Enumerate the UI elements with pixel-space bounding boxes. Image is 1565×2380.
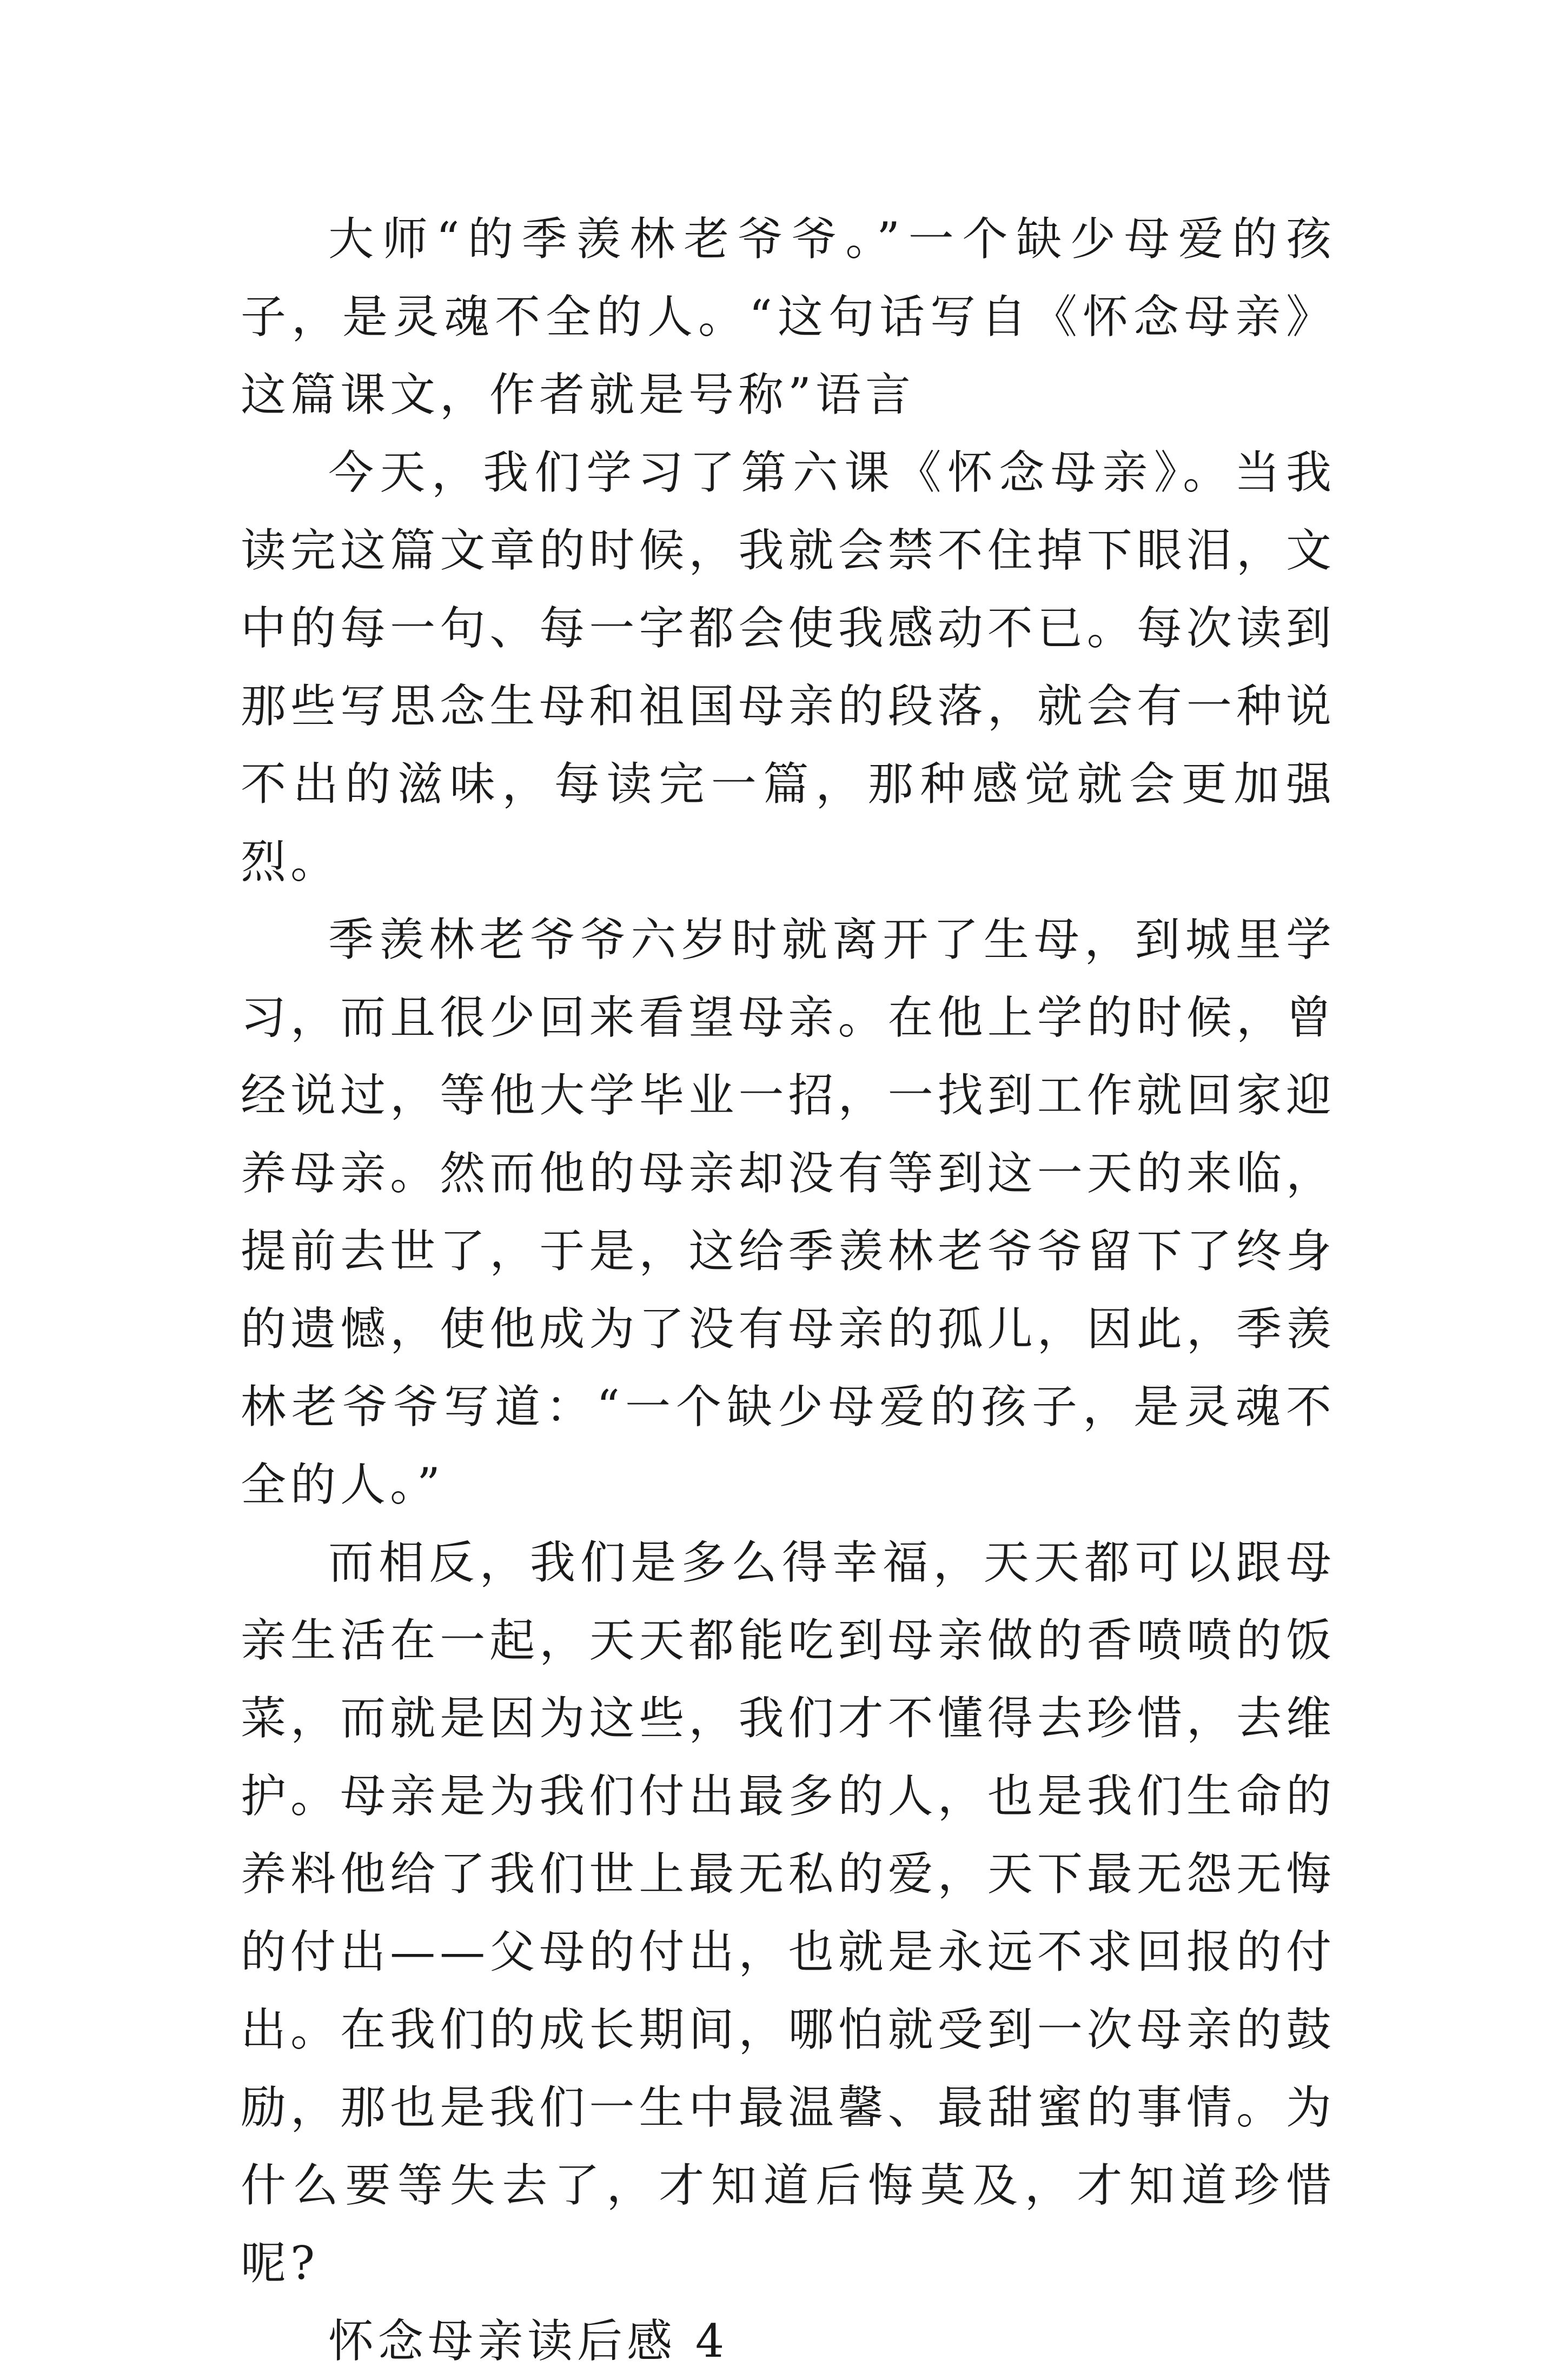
paragraph-4: 而相反，我们是多么得幸福，天天都可以跟母亲生活在一起，天天都能吃到母亲做的香喷喷的饭菜，而就是因为这些，我们才不懂得去珍惜，去维护。母亲是为我们付出最多的人，也是我们生命的养料他给了我们世上最无私的爱，天下最无怨无悔的付出——父母的付出，也就是永远不求回报的付出。在我们的成长期间，哪怕就受到一次母亲的鼓励，那也是我们一生中最温馨、最甜蜜的事情。为什么要等失去了，才知道后悔莫及，才知道珍惜呢? <box>241 1536 1336 2290</box>
paragraph-1: 大师“的季羡林老爷爷。”一个缺少母爱的孩子，是灵魂不全的人。“这句话写自《怀念母亲》这篇课文，作者就是号称”语言 <box>241 212 1336 421</box>
paragraph-2: 今天，我们学习了第六课《怀念母亲》。当我读完这篇文章的时候，我就会禁不住掉下眼泪，文中的每一句、每一字都会使我感动不已。每次读到那些写思念生母和祖国母亲的段落，就会有一种说不出的滋味，每读完一篇，那种感觉就会更加强烈。 <box>241 446 1336 888</box>
paragraph-3: 季羡林老爷爷六岁时就离开了生母，到城里学习，而且很少回来看望母亲。在他上学的时候，曾经说过，等他大学毕业一招，一找到工作就回家迎养母亲。然而他的母亲却没有等到这一天的来临，提前去世了，于是，这给季羡林老爷爷留下了终身的遗憾，使他成为了没有母亲的孤儿，因此，季羡林老爷爷写道：“一个缺少母爱的孩子，是灵魂不全的人。” <box>241 913 1336 1511</box>
document-body <box>241 200 1336 2380</box>
section-title: 怀念母亲读后感 4 <box>328 2315 729 2368</box>
